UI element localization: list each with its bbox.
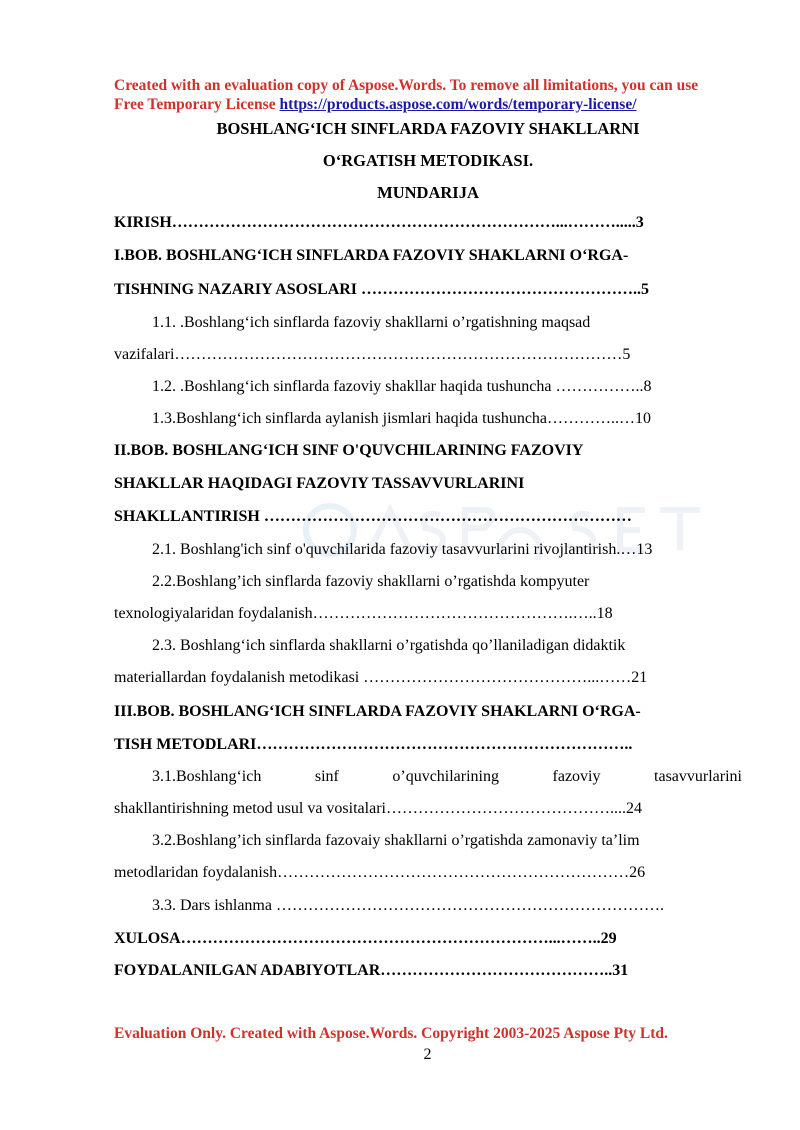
toc-section-3-1-line-2[interactable]: shakllantirishning metod usul va vositalari……………………………………....24 — [114, 800, 642, 817]
toc-section-3-3[interactable]: 3.3. Dars ishlanma ………………………………………………………………. — [152, 897, 664, 914]
toc-section-2-1[interactable]: 2.1. Boshlang'ich sinf o'quvchilarida fazoviy tasavvurlarini rivojlantirish.…13 — [152, 541, 653, 558]
document-title-line-1: BOSHLANG‘ICH SINFLARDA FAZOVIY SHAKLLARNI — [216, 119, 640, 138]
evaluation-notice — [114, 76, 754, 114]
toc-section-1-2[interactable]: 1.2. .Boshlang‘ich sinflarda fazoviy shakllar haqida tushuncha ……………..8 — [152, 378, 652, 395]
toc-section-3-1-word: 3.1.Boshlang‘ich — [152, 768, 262, 785]
toc-section-3-1-word: sinf — [314, 768, 339, 785]
toc-section-1-1-line-1[interactable]: 1.1. .Boshlang‘ich sinflarda fazoviy shakllarni o’rgatishning maqsad — [152, 314, 591, 331]
toc-chapter-3-line-1[interactable]: III.BOB. BOSHLANG‘ICH SINFLARDA FAZOVIY SHAKLARNI O‘RGA- — [114, 703, 641, 720]
toc-section-3-1-word: tasavvurlarini — [654, 768, 742, 785]
temporary-license-link[interactable]: https://products.aspose.com/words/temporary-license/ — [279, 96, 637, 113]
evaluation-footer: Evaluation Only. Created with Aspose.Words. Copyright 2003-2025 Aspose Pty Ltd. — [114, 1025, 668, 1042]
toc-chapter-1-line-1[interactable]: I.BOB. BOSHLANG‘ICH SINFLARDA FAZOVIY SHAKLARNI O‘RGA- — [114, 247, 629, 264]
toc-chapter-2-line-1[interactable]: II.BOB. BOSHLANG‘ICH SINF O'QUVCHILARINING FAZOVIY — [114, 442, 584, 459]
toc-section-3-2-line-2[interactable]: metodlaridan foydalanish…………………………………………………………26 — [114, 864, 646, 881]
toc-section-3-1-line-1[interactable] — [114, 767, 742, 787]
toc-section-2-3-line-1[interactable]: 2.3. Boshlang‘ich sinflarda shakllarni o’rgatishda qo’llaniladigan didaktik — [152, 637, 626, 654]
toc-section-2-2-line-2[interactable]: texnologiyalaridan foydalanish………………………………………….…..18 — [114, 605, 613, 622]
toc-section-3-1-word: fazoviy — [552, 768, 601, 785]
toc-section-3-1-word: o’quvchilarining — [392, 768, 499, 785]
toc-section-1-1-line-2[interactable]: vazifalari…………………………………………………………………………5 — [114, 346, 631, 363]
evaluation-line-2-prefix: Free Temporary License — [114, 96, 280, 113]
toc-section-1-3[interactable]: 1.3.Boshlang‘ich sinflarda aylanish jismlari haqida tushuncha…………..…10 — [152, 410, 652, 427]
toc-chapter-1-line-2[interactable]: TISHNING NAZARIY ASOSLARI ……………………………………………..5 — [114, 281, 650, 298]
toc-chapter-3-line-2[interactable]: TISH METODLARI…………………………………………………………….. — [114, 736, 633, 753]
toc-chapter-2-line-3[interactable]: SHAKLLANTIRISH …………………………………………………………… — [114, 508, 632, 525]
toc-section-3-2-line-1[interactable]: 3.2.Boshlang’ich sinflarda fazovaiy shakllarni o’rgatishda zamonaviy ta’lim — [152, 832, 640, 849]
toc-conclusion[interactable]: XULOSA……………………………………………………………...……..29 — [114, 930, 617, 947]
evaluation-line-1: Created with an evaluation copy of Aspose.Words. To remove all limitations, you can use — [114, 77, 699, 94]
toc-chapter-2-line-2[interactable]: SHAKLLAR HAQIDAGI FAZOVIY TASSAVVURLARINI — [114, 475, 525, 492]
toc-section-2-2-line-1[interactable]: 2.2.Boshlang’ich sinflarda fazoviy shakllarni o’rgatishda kompyuter — [152, 573, 590, 590]
contents-heading: MUNDARIJA — [377, 183, 479, 202]
evaluation-line-2 — [114, 95, 754, 114]
toc-introduction[interactable]: KIRISH………………………………………………………………...……….....3 — [114, 214, 644, 231]
page-number: 2 — [423, 1046, 432, 1063]
toc-references[interactable]: FOYDALANILGAN ADABIYOTLAR……………………………………..31 — [114, 962, 629, 979]
document-title-line-2: O‘RGATISH METODIKASI. — [322, 151, 534, 170]
toc-section-2-3-line-2[interactable]: materiallardan foydalanish metodikasi ……………………………………...……21 — [114, 669, 648, 686]
